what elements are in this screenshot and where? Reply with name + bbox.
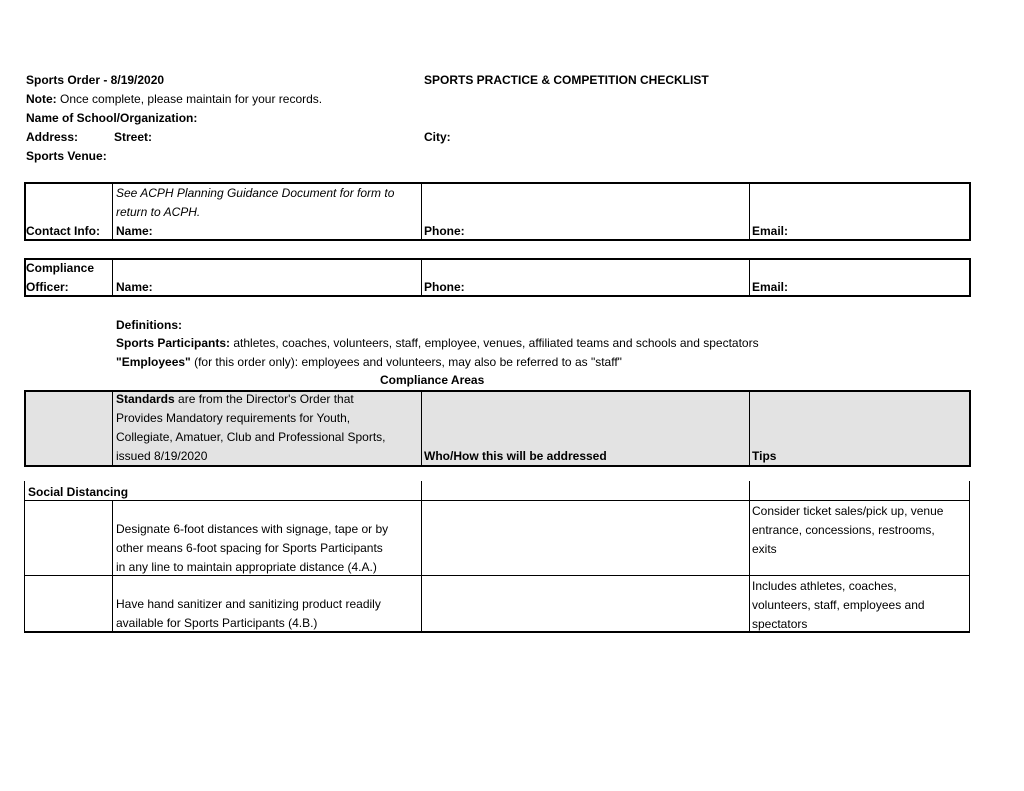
school-label: Name of School/Organization: [26,111,198,125]
address-label: Address: [26,130,79,144]
definitions-heading: Definitions: [116,318,182,332]
tip-text: Includes athletes, coaches, [752,579,897,593]
standard-text: Designate 6-foot distances with signage, tape or by [116,522,389,536]
divider [112,391,113,466]
officer-name-field[interactable]: Name: [116,280,153,294]
compliance-officer-label: Compliance [26,261,95,275]
divider [421,481,422,632]
guidance-text: See ACPH Planning Guidance Document for form to [116,186,395,200]
divider [112,500,113,632]
divider [749,183,750,240]
street-label: Street: [114,130,153,144]
divider [24,500,970,501]
who-how-input[interactable] [423,502,747,573]
standards-text: are from the Director's Order that [178,392,354,406]
compliance-officer-label: Officer: [26,280,69,294]
compliance-officer-box [24,258,971,297]
officer-email-field[interactable]: Email: [752,280,789,294]
note-line [26,92,322,106]
section-title-social-distancing: Social Distancing [28,485,129,499]
participants-term: Sports Participants: [116,336,231,350]
tip-text: Consider ticket sales/pick up, venue [752,504,944,518]
compliance-areas-title: Compliance Areas [380,373,485,387]
participants-definition [116,336,759,350]
employees-term: "Employees" [116,355,191,369]
divider [421,183,422,240]
standards-description [116,392,354,406]
divider [421,259,422,296]
employees-text: (for this order only): employees and volunteers, may also be referred to as "staff" [194,355,622,369]
standard-text: in any line to maintain appropriate distance (4.A.) [116,560,377,574]
standard-text: other means 6-foot spacing for Sports Participants [116,541,383,555]
divider [749,259,750,296]
note-label: Note: [26,92,57,106]
city-label: City: [424,130,451,144]
contact-phone-field[interactable]: Phone: [424,224,465,238]
officer-phone-field[interactable]: Phone: [424,280,465,294]
divider [112,259,113,296]
contact-email-field[interactable]: Email: [752,224,789,238]
divider [24,481,25,632]
divider [749,481,750,632]
who-how-header: Who/How this will be addressed [424,449,607,463]
tip-text: exits [752,542,777,556]
standards-term: Standards [116,392,175,406]
standard-text: available for Sports Participants (4.B.) [116,616,318,630]
standard-text: Have hand sanitizer and sanitizing product readily [116,597,381,611]
tip-text: volunteers, staff, employees and [752,598,925,612]
standards-text: Collegiate, Amatuer, Club and Professional Sports, [116,430,386,444]
divider [421,391,422,466]
tips-header: Tips [752,449,777,463]
checklist-title: SPORTS PRACTICE & COMPETITION CHECKLIST [424,73,709,87]
venue-label: Sports Venue: [26,149,107,163]
table-row [116,595,381,633]
tip-text: spectators [752,617,808,631]
standards-text: issued 8/19/2020 [116,449,208,463]
tips-cell [752,502,943,559]
standards-text: Provides Mandatory requirements for Youth, [116,411,351,425]
order-title: Sports Order - 8/19/2020 [26,73,165,87]
contact-info-label: Contact Info: [26,224,100,238]
who-how-input[interactable] [423,577,747,629]
participants-text: athletes, coaches, volunteers, staff, employee, venues, affiliated teams and schools and spectators [233,336,759,350]
note-text: Once complete, please maintain for your records. [60,92,323,106]
tip-text: entrance, concessions, restrooms, [752,523,935,537]
tips-cell [752,577,925,634]
table-row [116,520,388,577]
contact-name-field[interactable]: Name: [116,224,153,238]
divider [112,183,113,240]
employees-definition [116,355,622,369]
guidance-text: return to ACPH. [116,205,201,219]
divider [749,391,750,466]
divider [969,481,970,632]
